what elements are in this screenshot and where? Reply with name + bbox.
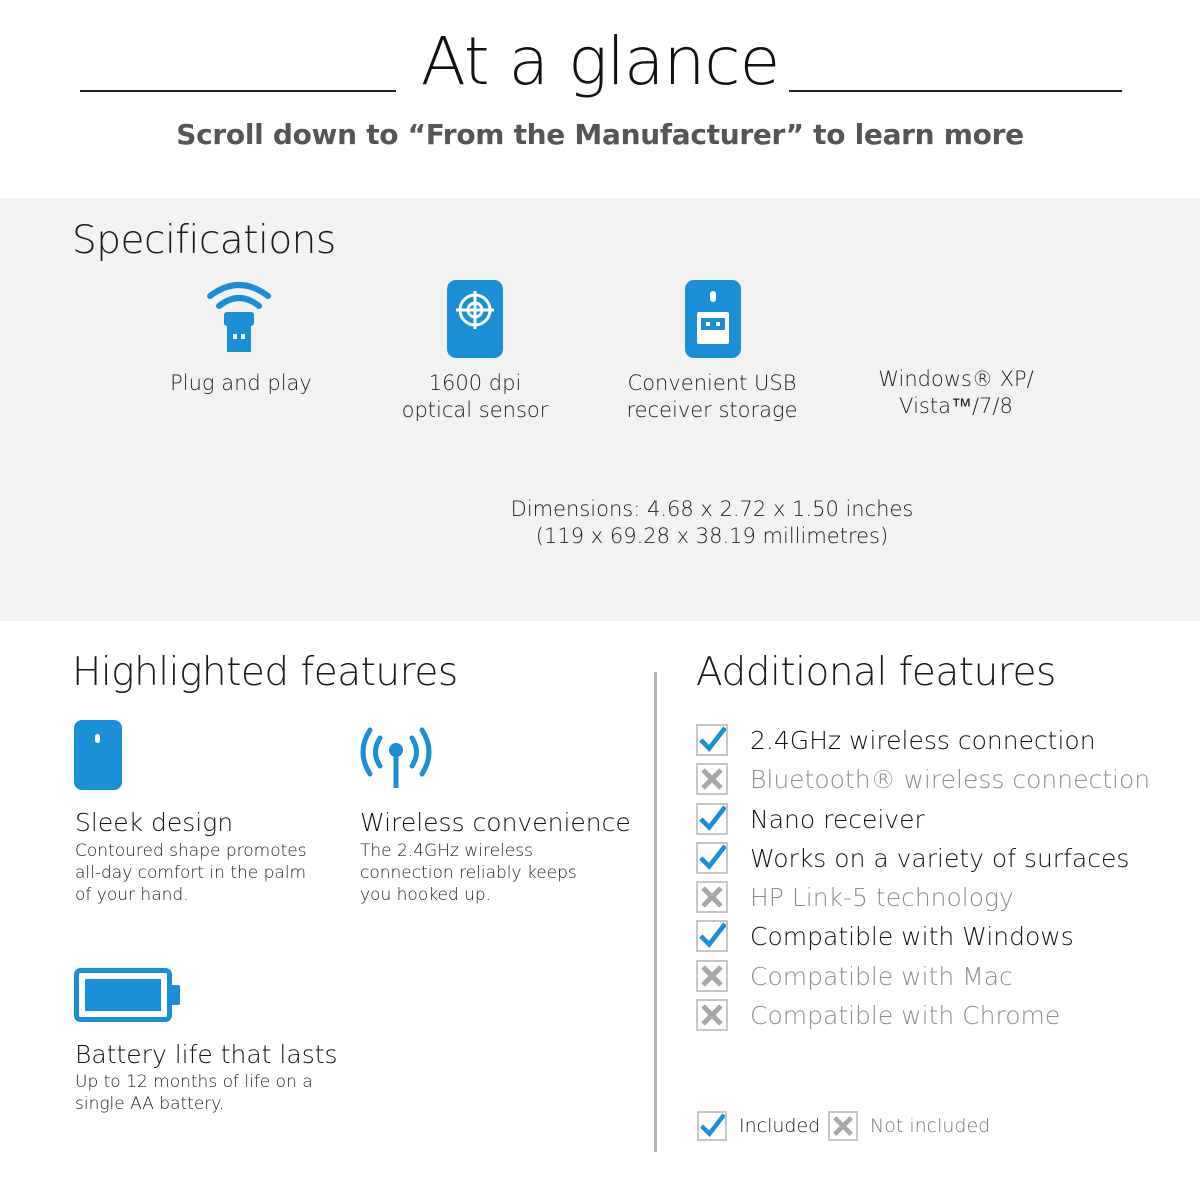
feature-row xyxy=(696,723,1096,757)
cross-icon xyxy=(696,881,728,913)
feature-desc-battery: Up to 12 months of life on a single AA battery. xyxy=(75,1072,313,1114)
feature-label: Works on a variety of surfaces xyxy=(750,843,1130,873)
page-subtitle: Scroll down to “From the Manufacturer” to learn more xyxy=(176,118,1024,151)
feature-row xyxy=(696,802,925,836)
feature-label: Compatible with Chrome xyxy=(750,1000,1061,1030)
feature-row xyxy=(696,998,1060,1032)
feature-row xyxy=(696,919,1074,953)
feature-label: Compatible with Windows xyxy=(750,921,1074,951)
check-icon xyxy=(696,803,728,835)
spec-label-plug-play: Plug and play xyxy=(170,371,312,395)
cross-icon xyxy=(696,960,728,992)
battery-icon xyxy=(74,968,182,1026)
cross-icon xyxy=(696,999,728,1031)
legend-included xyxy=(697,1111,820,1141)
legend-not-included xyxy=(828,1111,990,1141)
check-icon xyxy=(697,1111,727,1141)
specifications-heading: Specifications xyxy=(72,218,336,263)
feature-label: Bluetooth® wireless connection xyxy=(750,764,1151,794)
check-icon xyxy=(696,920,728,952)
feature-label: 2.4GHz wireless connection xyxy=(750,725,1096,755)
feature-title-sleek: Sleek design xyxy=(75,808,234,837)
feature-label: Compatible with Mac xyxy=(750,961,1013,991)
check-icon xyxy=(696,724,728,756)
mouse-icon xyxy=(74,720,122,794)
spec-label-usb-storage: Convenient USB receiver storage xyxy=(626,371,798,422)
feature-label: HP Link-5 technology xyxy=(750,882,1014,912)
feature-row xyxy=(696,880,1014,914)
wireless-usb-icon xyxy=(206,278,272,358)
legend-included-label: Included xyxy=(739,1115,821,1137)
feature-title-wireless: Wireless convenience xyxy=(360,808,631,837)
cross-icon xyxy=(828,1111,858,1141)
additional-heading: Additional features xyxy=(696,650,1056,695)
check-icon xyxy=(696,842,728,874)
feature-desc-wireless: The 2.4GHz wireless connection reliably keeps you hooked up. xyxy=(360,841,577,905)
feature-desc-sleek: Contoured shape promotes all-day comfort in the palm of your hand. xyxy=(75,841,307,905)
legend-not-included-label: Not included xyxy=(870,1115,991,1137)
feature-row xyxy=(696,762,1150,796)
usb-storage-icon xyxy=(685,280,741,362)
section-divider xyxy=(654,672,657,1152)
dimensions: Dimensions: 4.68 x 2.72 x 1.50 inches (119 x 69.28 x 38.19 millimetres) xyxy=(510,497,914,548)
spec-label-os: Windows® XP/ Vista™/7/8 xyxy=(878,367,1034,418)
feature-row xyxy=(696,841,1129,875)
specifications-section xyxy=(0,198,1200,621)
spec-label-optical-sensor: 1600 dpi optical sensor xyxy=(401,371,549,422)
page-title: At a glance xyxy=(420,23,780,100)
feature-row xyxy=(696,959,1013,993)
optical-sensor-icon xyxy=(447,280,503,362)
feature-label: Nano receiver xyxy=(750,804,925,834)
cross-icon xyxy=(696,763,728,795)
feature-title-battery: Battery life that lasts xyxy=(75,1040,338,1069)
antenna-icon xyxy=(358,722,434,792)
highlighted-heading: Highlighted features xyxy=(72,650,458,695)
